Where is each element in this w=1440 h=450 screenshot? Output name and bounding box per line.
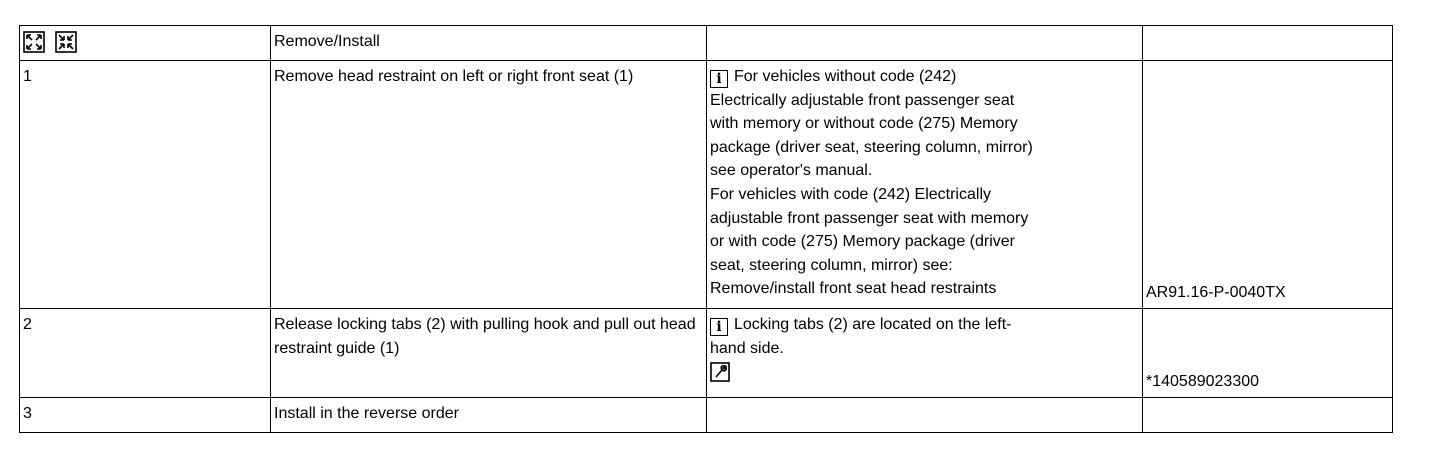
- step-note-cell: [707, 309, 1143, 398]
- step-reference[interactable]: AR91.16-P-0040TX: [1143, 61, 1393, 309]
- table-row: [20, 61, 1393, 309]
- info-icon: i: [710, 318, 728, 336]
- collapse-icon[interactable]: [55, 31, 77, 53]
- step-action: Remove head restraint on left or right front seat (1): [271, 61, 707, 309]
- step-reference[interactable]: *140589023300: [1143, 309, 1393, 398]
- step-number: 3: [20, 398, 271, 433]
- step-note: Locking tabs (2) are located on the left- hand side.: [710, 316, 1012, 357]
- expand-icon[interactable]: [23, 31, 45, 53]
- step-number: 1: [20, 61, 271, 309]
- step-reference-cell: [1143, 398, 1393, 433]
- header-empty-cell: [1143, 26, 1393, 61]
- header-icons-cell: [20, 26, 271, 61]
- table-row: [20, 309, 1393, 398]
- step-note-cell: [707, 398, 1143, 433]
- step-action: Release locking tabs (2) with pulling hook and pull out head restraint guide (1): [271, 309, 707, 398]
- header-title: Remove/Install: [271, 26, 707, 61]
- table-row: [20, 398, 1393, 433]
- tool-icon[interactable]: [710, 362, 730, 382]
- step-action: Install in the reverse order: [271, 398, 707, 433]
- info-icon: i: [710, 70, 728, 88]
- header-empty-cell: [707, 26, 1143, 61]
- step-number: 2: [20, 309, 271, 398]
- table-header-row: [20, 26, 1393, 61]
- step-note: For vehicles without code (242) Electrically adjustable front passenger seat with memory or without code (275) Memory package (driver seat, steering column, mirror) see operator's manual. For vehicles with code (242) Electrically adjustable front passenger seat with memory or with code (275) Memory package (driver seat, steering column, mirror) see: Remove/install front seat head restraints: [710, 68, 1033, 298]
- procedure-table: [19, 25, 1393, 433]
- step-note-cell: [707, 61, 1143, 309]
